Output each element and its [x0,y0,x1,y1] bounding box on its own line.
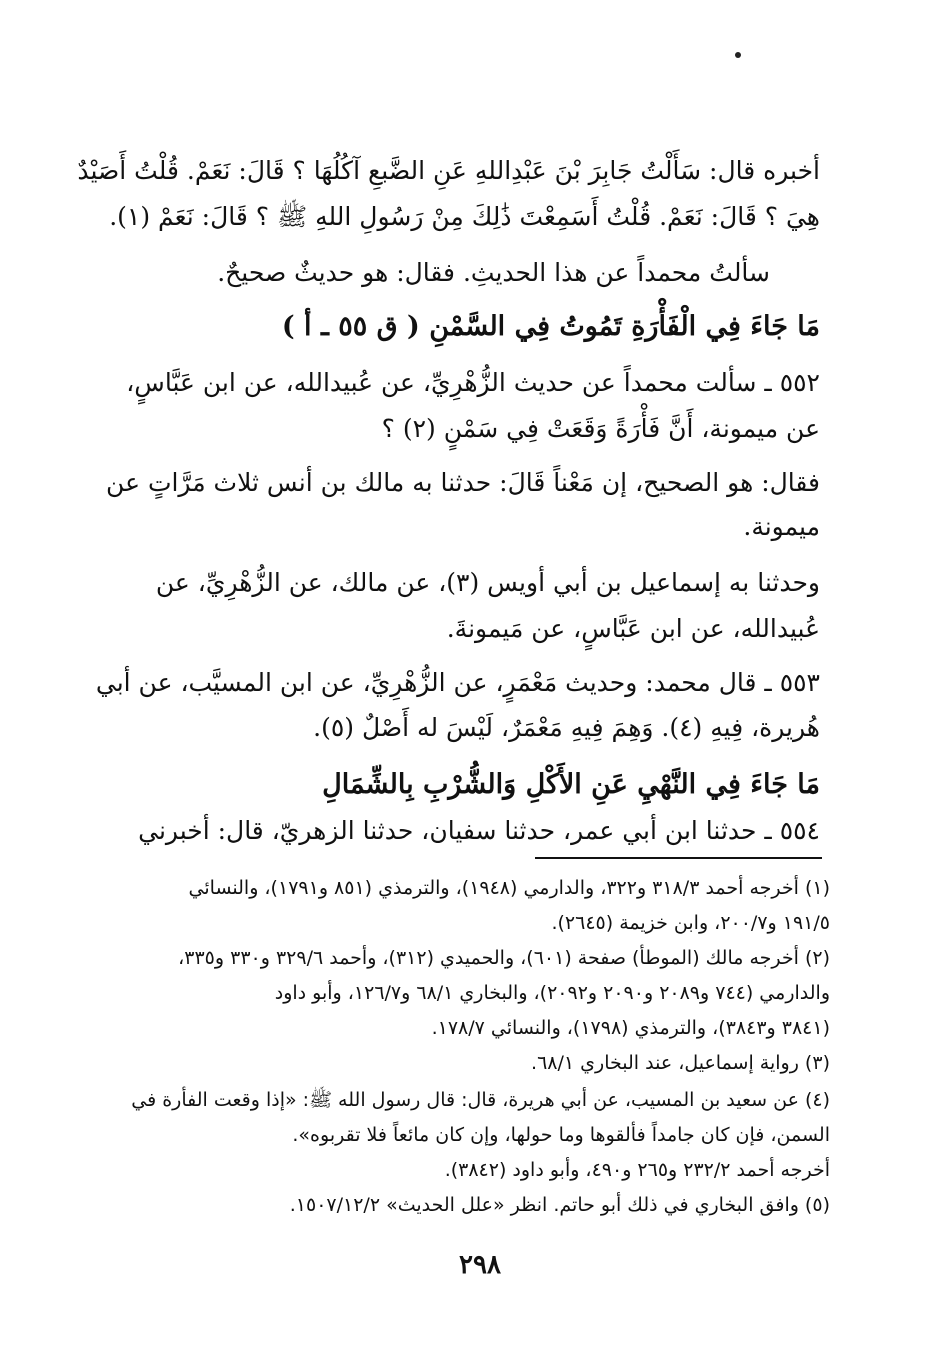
text-line: وحدثنا به إسماعيل بن أبي أويس (٣)، عن مالك، عن الزُّهْرِيِّ، عن [155,568,820,597]
footnote-line: (٢) أخرجه مالك (الموطأ) صفحة (٦٠١)، والحميدي (٣١٢)، وأحمد ٣٢٩/٦ و٣٣٠ و٣٣٥، [178,947,830,969]
text-line: عُبيدالله، عن ابن عَبَّاسٍ، عن مَيمونةَ. [446,614,820,643]
text-line: عن ميمونة، أَنَّ فَأْرَةً وَقَعَتْ فِي سَمْنٍ (٢) ؟ [381,414,820,443]
text-line: هُريرة، فِيهِ (٤). وَهِمَ فِيهِ مَعْمَرٌ، لَيْسَ له أَصْلٌ (٥). [313,713,820,742]
text-line: أخبره قال: سَأَلْتُ جَابِرَ بْنَ عَبْدِاللهِ عَنِ الضَّبعِ آكُلُهَا ؟ قَالَ: نَعَمْ. قُلْتُ أَصَيْدٌ [77,156,820,185]
text-line: ٥٥٤ ـ حدثنا ابن أبي عمر، حدثنا سفيان، حدثنا الزهريّ، قال: أخبرني [138,816,820,845]
section-heading: مَا جَاءَ فِي النَّهْيِ عَنِ الأَكْلِ وَالشُّرْبِ بِالشِّمَالِ [322,769,820,800]
footnote-line: (٥) وافق البخاري في ذلك أبو حاتم. انظر «علل الحديث» ١٥٠٧/١٢/٢. [289,1194,830,1216]
footnote-line: (٤) عن سعيد بن المسيب، عن أبي هريرة، قال: قال رسول الله ﷺ: «إذا وقعت الفأرة في [131,1089,830,1111]
text-line: فقال: هو الصحيح، إن مَعْناً قَالَ: حدثنا به مالك بن أنس ثلاث مَرَّاتٍ عن [106,468,820,497]
footnote-line: أخرجه أحمد ٢٣٢/٢ و٢٦٥ و٤٩٠، وأبو داود (٣٨٤٢). [444,1159,830,1181]
text-line: ٥٥٢ ـ سألت محمداً عن حديث الزُّهْرِيِّ، عن عُبيدالله، عن ابن عَبَّاسٍ، [126,368,820,397]
footnote-line: السمن، فإن كان جامداً فألقوها وما حولها، وإن كان مائعاً فلا تقربوه». [292,1124,830,1146]
section-heading: مَا جَاءَ فِي الْفَأْرَةِ تَمُوتُ فِي السَّمْنِ ( ق ٥٥ ـ أ ) [281,311,820,342]
text-line: ٥٥٣ ـ قال محمد: وحديث مَعْمَرٍ، عن الزُّهْرِيِّ، عن ابن المسيَّب، عن أبي [95,668,820,697]
footnote-line: (٣) رواية إسماعيل، عند البخاري ٦٨/١. [531,1052,830,1074]
footnote-line: والدارمي (٧٤٤ و٢٠٨٩ و٢٠٩٠ و٢٠٩٢)، والبخاري ٦٨/١ و١٢٦/٧، وأبو داود [274,982,830,1004]
text-line: هِيَ ؟ قَالَ: نَعَمْ. قُلْتُ أَسَمِعْتَ ذَٰلِكَ مِنْ رَسُولِ اللهِ ﷺ ؟ قَالَ: نَعَمْ (١). [109,202,820,231]
footnote-line: ١٩١/٥ و٢٠٠/٧، وابن خزيمة (٢٦٤٥). [551,912,830,934]
text-line: ميمونة. [743,512,820,541]
footnote-line: (١) أخرجه أحمد ٣١٨/٣ و٣٢٢، والدارمي (١٩٤٨)، والترمذي (٨٥١ و١٧٩١)، والنسائي [188,877,830,899]
ink-speck [735,52,741,58]
footnote-divider [535,857,822,859]
page-number: ٢٩٨ [459,1250,501,1280]
footnote-line: (٣٨٤١ و٣٨٤٣)، والترمذي (١٧٩٨)، والنسائي ١٧٨/٧. [431,1017,830,1039]
text-line: سألتُ محمداً عن هذا الحديثِ. فقال: هو حديثٌ صحيحٌ. [217,258,770,287]
